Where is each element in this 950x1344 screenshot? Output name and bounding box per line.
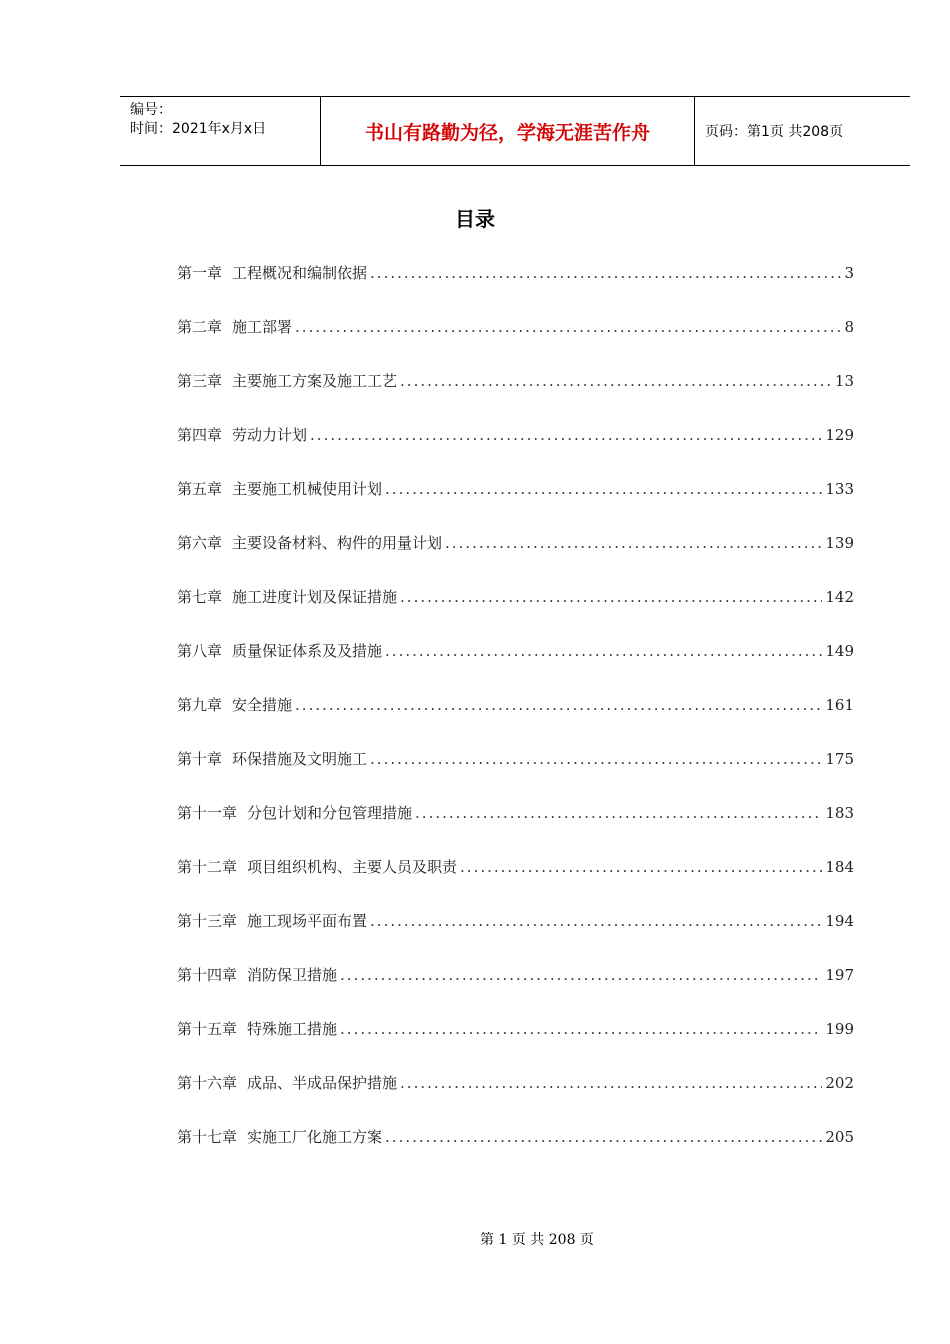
toc-chapter-number: 第四章	[177, 426, 223, 444]
table-of-contents	[177, 262, 854, 1180]
toc-entry[interactable]	[177, 424, 854, 478]
toc-chapter-title: 主要施工机械使用计划	[232, 480, 383, 498]
toc-dot-leader	[385, 480, 822, 498]
toc-entry[interactable]	[177, 316, 854, 370]
toc-dot-leader	[385, 1128, 822, 1146]
toc-chapter-title: 施工部署	[232, 318, 293, 336]
toc-dot-leader	[295, 696, 822, 714]
toc-page-number: 3	[844, 264, 854, 282]
toc-entry[interactable]	[177, 532, 854, 586]
toc-page-number: 194	[825, 912, 854, 930]
toc-chapter-number: 第十三章	[177, 912, 238, 930]
page-footer: 第 1 页 共 208 页	[480, 1232, 594, 1248]
toc-page-number: 197	[825, 966, 854, 984]
toc-entry[interactable]	[177, 1072, 854, 1126]
toc-dot-leader	[295, 318, 841, 336]
toc-entry[interactable]	[177, 1018, 854, 1072]
toc-chapter-number: 第六章	[177, 534, 223, 552]
toc-page-number: 133	[825, 480, 854, 498]
toc-dot-leader	[370, 912, 822, 930]
toc-chapter-number: 第九章	[177, 696, 223, 714]
header-meta	[120, 97, 321, 165]
toc-dot-leader	[310, 426, 822, 444]
toc-chapter-number: 第十五章	[177, 1020, 238, 1038]
toc-page-number: 13	[834, 372, 854, 390]
toc-chapter-title: 施工进度计划及保证措施	[232, 588, 398, 606]
toc-dot-leader	[400, 588, 822, 606]
toc-chapter-title: 施工现场平面布置	[247, 912, 368, 930]
toc-page-number: 161	[825, 696, 854, 714]
toc-dot-leader	[370, 750, 822, 768]
toc-page-number: 183	[825, 804, 854, 822]
toc-chapter-number: 第十章	[177, 750, 223, 768]
toc-chapter-title: 消防保卫措施	[247, 966, 338, 984]
toc-chapter-title: 环保措施及文明施工	[232, 750, 368, 768]
toc-chapter-title: 工程概况和编制依据	[232, 264, 368, 282]
toc-page-number: 205	[825, 1128, 854, 1146]
toc-entry[interactable]	[177, 694, 854, 748]
toc-chapter-title: 主要设备材料、构件的用量计划	[232, 534, 443, 552]
toc-dot-leader	[400, 372, 832, 390]
toc-chapter-number: 第五章	[177, 480, 223, 498]
toc-entry[interactable]	[177, 586, 854, 640]
toc-chapter-number: 第十六章	[177, 1074, 238, 1092]
toc-dot-leader	[400, 1074, 822, 1092]
toc-page-number: 8	[844, 318, 854, 336]
toc-entry[interactable]	[177, 856, 854, 910]
toc-chapter-title: 主要施工方案及施工工艺	[232, 372, 398, 390]
toc-entry[interactable]	[177, 640, 854, 694]
toc-dot-leader	[340, 1020, 822, 1038]
toc-chapter-title: 分包计划和分包管理措施	[247, 804, 413, 822]
toc-chapter-number: 第十二章	[177, 858, 238, 876]
toc-dot-leader	[460, 858, 822, 876]
toc-chapter-title: 特殊施工措施	[247, 1020, 338, 1038]
toc-chapter-number: 第十七章	[177, 1128, 238, 1146]
toc-page-number: 202	[825, 1074, 854, 1092]
toc-page-number: 199	[825, 1020, 854, 1038]
toc-page-number: 175	[825, 750, 854, 768]
number-label: 编号：	[130, 102, 172, 118]
toc-chapter-title: 安全措施	[232, 696, 293, 714]
toc-dot-leader	[415, 804, 822, 822]
toc-page-number: 149	[825, 642, 854, 660]
toc-entry[interactable]	[177, 964, 854, 1018]
toc-page-number: 129	[825, 426, 854, 444]
toc-chapter-title: 实施工厂化施工方案	[247, 1128, 383, 1146]
toc-chapter-number: 第十四章	[177, 966, 238, 984]
toc-chapter-title: 质量保证体系及及措施	[232, 642, 383, 660]
toc-chapter-number: 第八章	[177, 642, 223, 660]
toc-entry[interactable]	[177, 370, 854, 424]
toc-entry[interactable]	[177, 478, 854, 532]
time-label: 时间：2021年x月x日	[130, 121, 267, 137]
header-page-label: 页码：第1页 共208页	[705, 124, 844, 140]
toc-page-number: 142	[825, 588, 854, 606]
toc-chapter-title: 成品、半成品保护措施	[247, 1074, 398, 1092]
toc-chapter-number: 第二章	[177, 318, 223, 336]
toc-dot-leader	[370, 264, 841, 282]
toc-chapter-number: 第三章	[177, 372, 223, 390]
toc-page-number: 139	[825, 534, 854, 552]
toc-entry[interactable]	[177, 748, 854, 802]
toc-chapter-number: 第七章	[177, 588, 223, 606]
toc-chapter-number: 第十一章	[177, 804, 238, 822]
toc-entry[interactable]	[177, 262, 854, 316]
toc-chapter-title: 劳动力计划	[232, 426, 308, 444]
toc-dot-leader	[385, 642, 822, 660]
header-motto: 书山有路勤为径，学海无涯苦作舟	[321, 97, 695, 165]
toc-dot-leader	[445, 534, 822, 552]
toc-page-number: 184	[825, 858, 854, 876]
toc-chapter-number: 第一章	[177, 264, 223, 282]
page-header	[120, 96, 910, 166]
toc-entry[interactable]	[177, 1126, 854, 1180]
document-title: 目录	[455, 207, 495, 231]
toc-entry[interactable]	[177, 802, 854, 856]
toc-chapter-title: 项目组织机构、主要人员及职责	[247, 858, 458, 876]
toc-entry[interactable]	[177, 910, 854, 964]
toc-dot-leader	[340, 966, 822, 984]
